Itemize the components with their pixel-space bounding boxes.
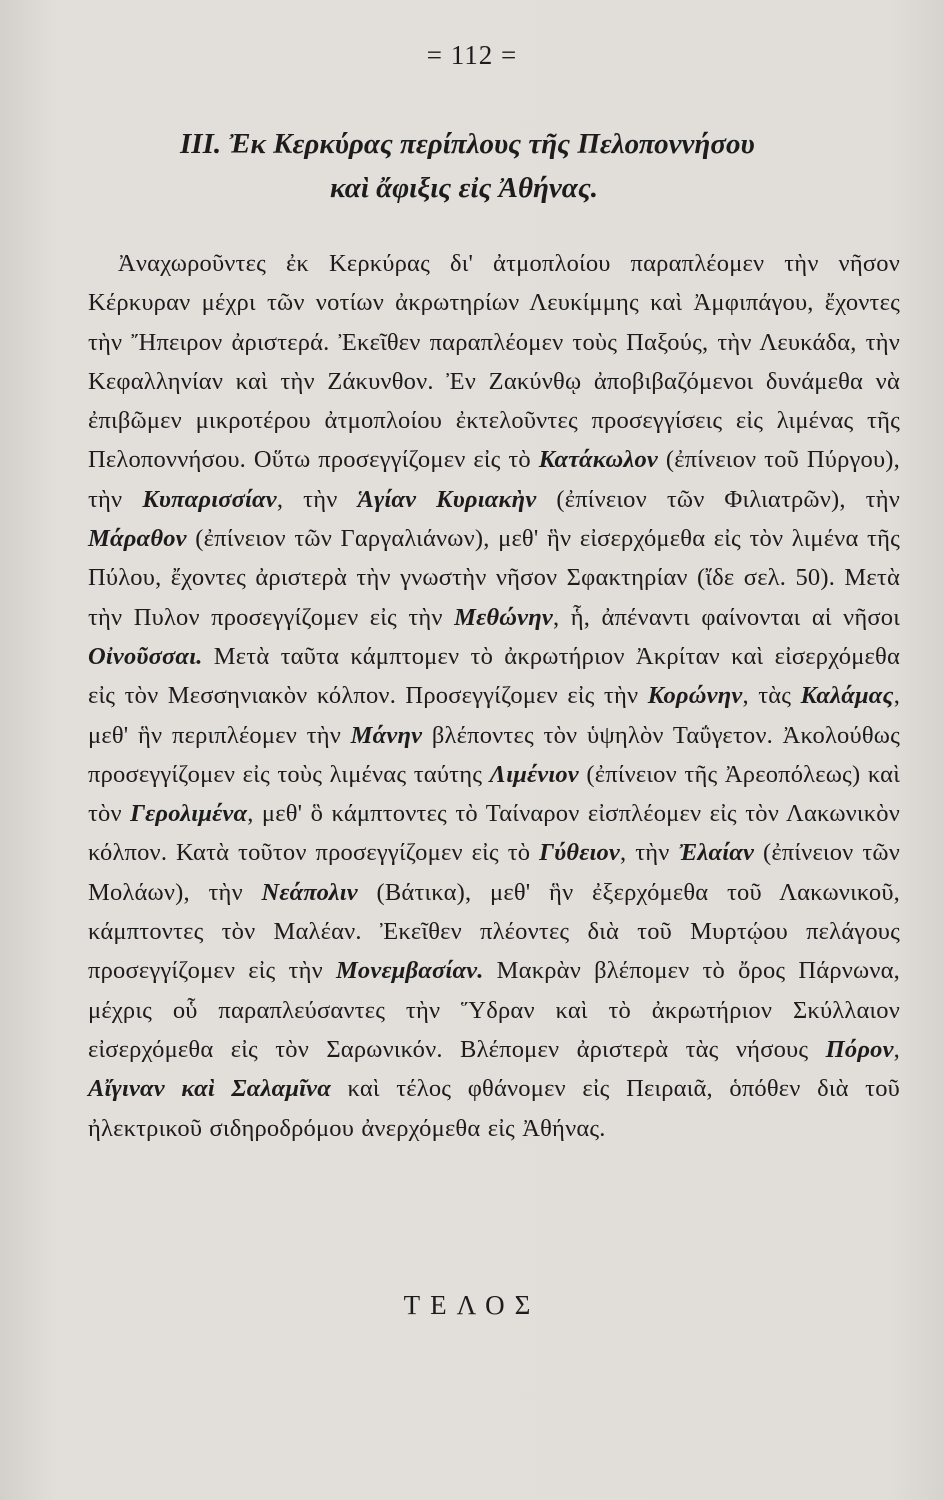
text-run: Μακρὰν βλέπομεν τὸ ὄρος Πάρνωνα, μέχρις οὗ παραπλεύσαντες τὴν Ὕδραν καὶ τὸ ἀκρωτήριον Σκύλλαιον εἰσερχόμεθα εἰς τὸν Σαρωνικόν. Βλέπομεν ἀριστερὰ τὰς νήσους (88, 957, 900, 1063)
text-run: , ἧ, ἀπέναντι φαίνονται αἱ νῆσοι (552, 603, 900, 631)
page-number: = 112 = (426, 40, 518, 70)
text-run: , τὴν (276, 485, 358, 513)
place-name: Μεθώνην (454, 603, 553, 631)
text-run: , μεθ' ὃ κάμπτοντες τὸ Ταίναρον εἰσπλέομεν εἰς τὸν Λακωνικὸν κόλπον. Κατὰ τοῦτον προσεγγίζομεν εἰς τὸ (88, 800, 900, 867)
text-run: , τὰς (742, 682, 801, 710)
chapter-title-line1: Ἐκ Κερκύρας περίπλους τῆς Πελοποννήσου (228, 128, 755, 160)
text-run: (ἐπίνειον τῶν Μολάων), τὴν (88, 839, 900, 906)
text-run: (Βάτικα), μεθ' ἣν ἐξερχόμεθα τοῦ Λακωνικοῦ, κάμπτοντες τὸν Μαλέαν. Ἐκεῖθεν πλέοντες διὰ τοῦ Μυρτῴου πελάγους προσεγγίζομεν εἰς τὴν (88, 878, 900, 985)
body-paragraph (88, 244, 900, 1148)
text-run: , τὴν (620, 839, 679, 867)
end-mark: ΤΕΛΟΣ (403, 1290, 541, 1320)
place-name: Κατάκωλον (538, 446, 658, 474)
text-run: , μεθ' ἣν περιπλέομεν τὴν (88, 682, 901, 749)
chapter-title-line2: καὶ ἄφιξις εἰς Ἀθήνας. (330, 172, 599, 204)
place-name: Μονεμβασίαν. (335, 957, 484, 985)
place-name: Γύθειον (539, 839, 620, 867)
text-run: βλέποντες τὸν ὑψηλὸν Ταΰγετον. Ἀκολούθως προσεγγίζομεν εἰς τοὺς λιμένας ταύτης (88, 721, 900, 788)
place-name: Κορώνην (647, 682, 743, 710)
text-run: (ἐπίνειον τῶν Γαργαλιάνων), μεθ' ἣν εἰσερχόμεθα εἰς τὸν λιμένα τῆς Πύλου, ἔχοντες ἀριστερὰ τὴν γνωστὴν νῆσον Σφακτηρίαν (ἴδε σελ. 50). Μετὰ τὴν Πυλον προσεγγίζομεν εἰς τὴν (88, 525, 900, 631)
place-name: Νεάπολιν (261, 878, 358, 906)
place-name: Κυπαρισσίαν (142, 485, 277, 513)
place-name: Μάνην (350, 721, 423, 749)
place-name: Ἁγίαν Κυριακὴν (357, 485, 537, 513)
text-run: (ἐπίνειον τοῦ Πύργου), τὴν (88, 446, 900, 513)
text-run: καὶ τέλος φθάνομεν εἰς Πειραιᾶ, ὁπόθεν διὰ τοῦ ἠλεκτρικοῦ σιδηροδρόμου ἀνερχόμεθα εἰς Ἀθήνας. (88, 1075, 901, 1142)
text-run: , (893, 1035, 900, 1063)
place-name: Αἴγιναν καὶ Σαλαμῖνα (88, 1075, 331, 1103)
place-name: Μάραθον (88, 525, 187, 553)
text-run: (ἐπίνειον τῶν Φιλιατρῶν), τὴν (536, 485, 900, 513)
place-name: Λιμένιον (489, 760, 579, 788)
text-run: Ἀναχωροῦντες ἐκ Κερκύρας δι' ἀτμοπλοίου παραπλέομεν τὴν νῆσον Κέρκυραν μέχρι τῶν νοτίων ἀκρωτηρίων Λευκίμμης καὶ Ἀμφιπάγου, ἔχοντες τὴν Ἤπειρον ἀριστερά. Ἐκεῖθεν παραπλέομεν τοὺς Παξούς, τὴν Λευκάδα, τὴν Κεφαλληνίαν καὶ τὴν Ζάκυνθον. Ἐν Ζακύνθῳ ἀποβιβαζόμενοι δυνάμεθα νὰ ἐπιβῶμεν μικροτέρου ἀτμοπλοίου ἐκτελοῦντες προσεγγίσεις εἰς λιμένας τῆς Πελοποννήσου. Οὕτω προσεγγίζομεν εἰς τὸ (88, 250, 900, 474)
chapter-numeral: III. (180, 128, 222, 160)
place-name: Οἰνοῦσσαι. (88, 642, 203, 670)
place-name: Καλάμας (800, 682, 894, 710)
place-name: Ἐλαίαν (678, 839, 755, 867)
text-run: (ἐπίνειον τῆς Ἀρεοπόλεως) καὶ τὸν (88, 760, 900, 828)
place-name: Γερολιμένα (130, 800, 248, 828)
place-name: Πόρον (825, 1035, 894, 1063)
paragraph (88, 244, 900, 1148)
chapter-title (180, 122, 900, 210)
text-run: Μετὰ ταῦτα κάμπτομεν τὸ ἀκρωτήριον Ἀκρίταν καὶ εἰσερχόμεθα εἰς τὸν Μεσσηνιακὸν κόλπον. Προσεγγίζομεν εἰς τὴν (88, 642, 900, 710)
